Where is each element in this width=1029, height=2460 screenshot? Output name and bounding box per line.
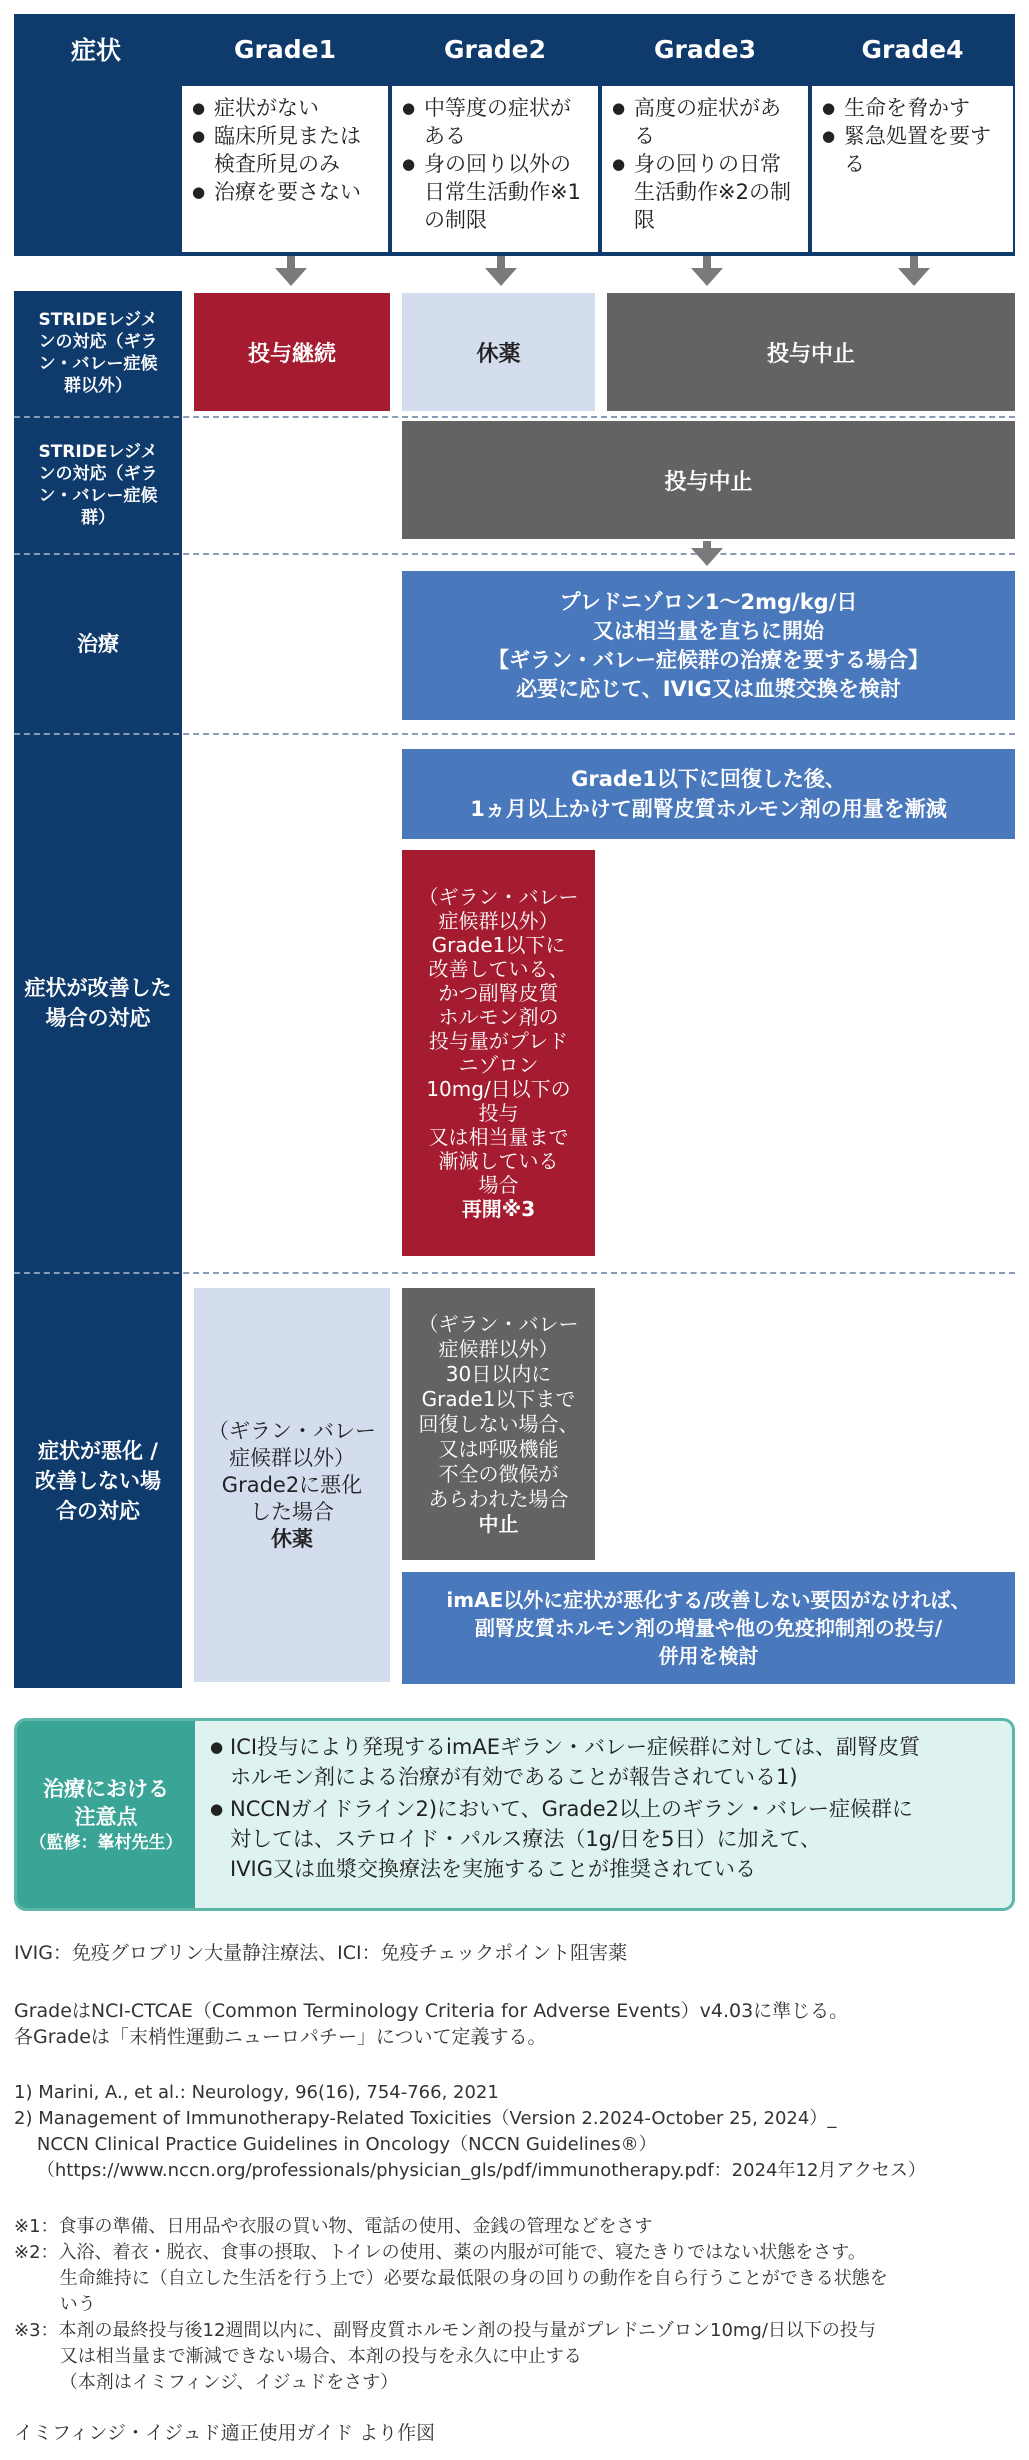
- grade4-description: [812, 86, 1013, 252]
- list-item: [210, 1794, 1005, 1884]
- row-divider: [14, 1272, 1015, 1274]
- stop-dosing-gbs-box: 投与中止: [402, 421, 1015, 539]
- note-text: ICI投与により発現するimAEギラン・バレー症候群に対しては、副腎皮質 ホルモン剤による治療が有効であることが報告されている1): [230, 1735, 920, 1789]
- grade4-header: Grade4: [861, 34, 964, 64]
- grade2-header: Grade2: [444, 34, 546, 64]
- notes-supervisor: （監修：峯村先生）: [29, 1832, 183, 1853]
- bullet-icon: ●: [210, 1738, 224, 1756]
- grade2-worsened-text: （ギラン・バレー 症候群以外） Grade2に悪化 した場合: [208, 1418, 376, 1524]
- notes-list: [210, 1732, 1005, 1884]
- resume-box: [402, 850, 595, 1256]
- row-label-stride-gbs: [14, 418, 182, 552]
- stop-30days-text: （ギラン・バレー 症候群以外） 30日以内に Grade1以下まで 回復しない場合、 又は呼吸機能 不全の徴候が あらわれた場合: [418, 1311, 579, 1511]
- treatment-box: [402, 571, 1015, 720]
- arrow-down-icon: [691, 268, 723, 286]
- list-item: ● 生命を脅かす: [822, 94, 1005, 122]
- row-divider: [14, 553, 1015, 555]
- grade3-header: Grade3: [654, 34, 756, 64]
- imae-text: imAE以外に症状が悪化する/改善しない要因がなければ、 副腎皮質ホルモン剤の増量や他の免疫抑制剤の投与/ 併用を検討: [446, 1588, 971, 1668]
- resume-label: 再開※3: [461, 1197, 536, 1221]
- source-credit: イミフィンジ・イジュド適正使用ガイド より作図: [14, 2422, 436, 2444]
- treatment-notes-heading: [17, 1721, 195, 1908]
- continue-dosing-box: 投与継続: [194, 293, 390, 411]
- bullet-icon: ●: [210, 1800, 224, 1818]
- grade-definition-note: GradeはNCI-CTCAE（Common Terminology Criteria for Adverse Events）v4.03に準じる。 各Gradeは「末梢性運動ニューロパチー」について定義する。: [14, 2000, 849, 2048]
- arrow-down-icon: [485, 268, 517, 286]
- abbreviations: IVIG：免疫グロブリン大量静注療法、ICI：免疫チェックポイント阻害薬: [14, 1942, 628, 1964]
- list-item: [210, 1732, 1005, 1792]
- arrow-down-icon: [691, 548, 723, 566]
- grade2-worsened-box: [194, 1288, 390, 1682]
- row-label-text: STRIDEレジメンの対応（ギラン・バレー症候群）: [38, 442, 158, 528]
- row-label-treatment: [14, 555, 182, 732]
- arrow-down-icon: [898, 268, 930, 286]
- taper-box: [402, 749, 1015, 839]
- list-item: ● 中等度の症状がある: [402, 94, 590, 150]
- row-label-improve: [14, 735, 182, 1271]
- hold-dosing-box: 休薬: [402, 293, 595, 411]
- list-item: ● 高度の症状がある: [612, 94, 800, 150]
- list-item: ● 身の回り以外の日常生活動作※1の制限: [402, 150, 590, 234]
- stop-30days-label: 中止: [478, 1511, 519, 1536]
- grade2-description: [392, 86, 598, 252]
- grade1-header: Grade1: [234, 34, 336, 64]
- arrow-down-icon: [275, 268, 307, 286]
- row-label-text: 症状が改善した場合の対応: [24, 976, 172, 1030]
- stop-dosing-box: 投与中止: [607, 293, 1015, 411]
- list-item: ● 身の回りの日常生活動作※2の制限: [612, 150, 800, 234]
- list-item: ● 治療を要さない: [192, 178, 380, 206]
- grade2-worsened-label: 休薬: [271, 1526, 313, 1551]
- row-label-stride-other: [14, 291, 182, 415]
- row-label-text: STRIDEレジメンの対応（ギラン・バレー症候群以外）: [38, 310, 158, 396]
- list-item: ● 緊急処置を要する: [822, 122, 1005, 178]
- treatment-text: プレドニゾロン1～2mg/kg/日 又は相当量を直ちに開始 【ギラン・バレー症候群の治療を要する場合】 必要に応じて、IVIG又は血漿交換を検討: [488, 589, 929, 701]
- row-divider: [14, 416, 1015, 418]
- row-label-text: 症状が悪化 / 改善しない場合の対応: [35, 1439, 161, 1523]
- imae-box: [402, 1572, 1015, 1684]
- resume-text: （ギラン・バレー 症候群以外） Grade1以下に 改善している、 かつ副腎皮質 ホルモン剤の 投与量がプレド ニゾロン 10mg/日以下の 投与 又は相当量まで 漸減している 場合: [418, 885, 579, 1197]
- grade3-description: [602, 86, 808, 252]
- references: 1) Marini, A., et al.: Neurology, 96(16), 754-766, 2021 2) Management of Immunotherapy-Related Toxicities（Version 2.2024-October 25, 2024）_ NCCN Clinical Practice Guidelines in Oncology（NCCN Guidelines®） （https://www.nccn.org/professionals/physician_gls/pdf/immunotherapy.pdf：2024年12月アクセス）: [14, 2082, 926, 2181]
- footnotes: ※1：食事の準備、日用品や衣服の買い物、電話の使用、金銭の管理などをさす ※2：入浴、着衣・脱衣、食事の摂取、トイレの使用、薬の内服が可能で、寝たきりではない状態をさす。 生命維持に（自立した生活を行う上で）必要な最低限の身の回りの動作を自ら行うことができる状態を いう ※3：本剤の最終投与後12週間以内に、副腎皮質ホルモン剤の投与量がプレドニゾロン10mg/日以下の投与 又は相当量まで漸減できない場合、本剤の投与を永久に中止する （本剤はイミフィンジ、イジュドをさす）: [14, 2216, 888, 2393]
- list-item: ● 症状がない: [192, 94, 380, 122]
- notes-title: 治療における 注意点: [43, 1776, 169, 1829]
- taper-text: Grade1以下に回復した後、 1ヵ月以上かけて副腎皮質ホルモン剤の用量を漸減: [470, 767, 947, 821]
- row-label-text: 治療: [77, 631, 119, 656]
- note-text: NCCNガイドライン2)において、Grade2以上のギラン・バレー症候群に 対しては、ステロイド・パルス療法（1g/日を5日）に加えて、 IVIG又は血漿交換療法を実施することが推奨されている: [230, 1797, 914, 1881]
- grade1-description: [182, 86, 388, 252]
- list-item: ● 臨床所見または検査所見のみ: [192, 122, 380, 178]
- row-label-worsen: [14, 1274, 182, 1688]
- row-divider: [14, 733, 1015, 735]
- symptom-header: 症状: [70, 36, 121, 65]
- stop-30days-box: [402, 1288, 595, 1560]
